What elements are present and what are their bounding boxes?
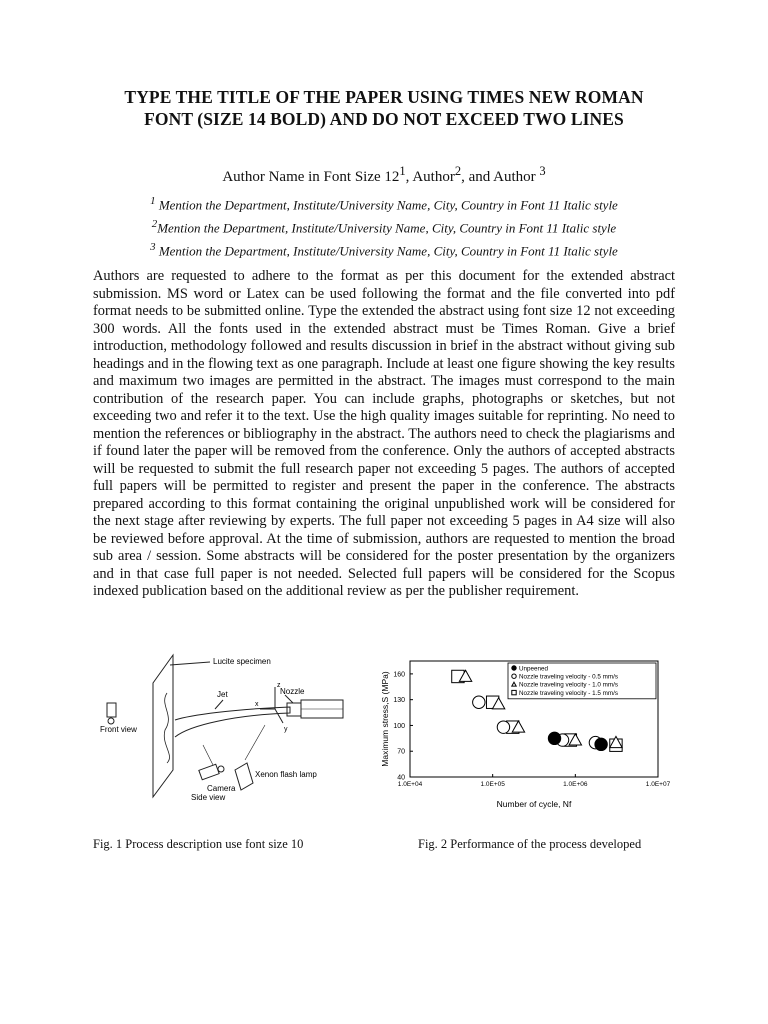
author-3: , and Author xyxy=(461,169,540,185)
legend-marker xyxy=(512,674,516,678)
y-tick-label: 100 xyxy=(393,722,405,730)
y-tick-label: 130 xyxy=(393,697,405,705)
figure-1-sketch xyxy=(95,645,350,805)
xenon-lamp xyxy=(235,763,253,790)
author-line xyxy=(0,164,768,186)
x-tick-label: 1.0E+06 xyxy=(563,781,588,788)
label-nozzle: Nozzle xyxy=(280,687,305,696)
front-camera xyxy=(107,703,116,717)
figure-2-chart xyxy=(375,645,675,810)
author-1: Author Name in Font Size 12 xyxy=(222,169,400,185)
author-3-sup: 3 xyxy=(539,164,546,178)
y-tick-label: 160 xyxy=(393,671,405,679)
legend-label: Nozzle traveling velocity - 0.5 mm/s xyxy=(519,673,619,681)
x-tick-label: 1.0E+05 xyxy=(480,781,505,788)
paper-title xyxy=(60,86,708,130)
label-x: x xyxy=(255,701,259,708)
specimen-plate xyxy=(153,655,173,797)
figure-2-caption: Fig. 2 Performance of the process developed xyxy=(418,837,642,851)
legend-marker xyxy=(512,690,516,694)
data-point-open-circle xyxy=(473,696,485,708)
legend-marker xyxy=(512,666,516,670)
y-axis-label: Maximum stress,S (MPa) xyxy=(380,671,390,767)
data-point-open-circle xyxy=(497,721,509,733)
affiliations xyxy=(0,192,768,260)
y-tick-label: 40 xyxy=(397,774,405,782)
data-point-filled-circle xyxy=(595,738,607,750)
title-line-2: FONT (SIZE 14 BOLD) AND DO NOT EXCEED TWO LINES xyxy=(144,109,624,129)
label-side-view: Side view xyxy=(191,793,226,802)
data-point-filled-circle xyxy=(548,732,560,744)
label-xenon: Xenon flash lamp xyxy=(255,770,317,779)
label-front-view: Front view xyxy=(100,725,137,734)
author-1-sup: 1 xyxy=(399,164,406,178)
affiliation-1-text: Mention the Department, Institute/University Name, City, Country in Font 11 Italic style xyxy=(155,197,618,213)
legend-label: Nozzle traveling velocity - 1.0 mm/s xyxy=(519,681,619,689)
label-camera: Camera xyxy=(207,784,236,793)
side-camera xyxy=(199,764,219,780)
title-line-1: TYPE THE TITLE OF THE PAPER USING TIMES NEW ROMAN xyxy=(124,87,644,107)
label-jet: Jet xyxy=(217,690,228,699)
y-tick-label: 70 xyxy=(397,748,405,756)
label-z: z xyxy=(277,682,281,689)
author-2: , Author xyxy=(405,169,455,185)
legend-label: Nozzle traveling velocity - 1.5 mm/s xyxy=(519,689,619,697)
author-2-sup: 2 xyxy=(454,164,462,178)
affiliation-1-sup: 1 xyxy=(150,195,156,207)
figure-1-caption: Fig. 1 Process description use font size 10 xyxy=(93,837,304,851)
affiliation-3 xyxy=(0,238,768,261)
jet-plume xyxy=(175,707,290,737)
x-tick-label: 1.0E+07 xyxy=(645,781,671,788)
affiliation-2 xyxy=(0,215,768,238)
label-y: y xyxy=(284,726,288,733)
abstract-paragraph: Authors are requested to adhere to the format as per this document for the extended abstract submission. MS word or Latex can be used following the format and the file converted into pdf format needs to be submitted online. Type the extended the abstract using font size 12 not exceeding 300 words. All the fonts used in the extended abstract must be Times Roman. Give a brief introduction, methodology followed and results discussion in brief in the abstract without giving sub headings and in the flowing text as one paragraph. Include at least one figure showing the key results and maximum two images are permitted in the abstract. The images must correspond to the main contribution of the research paper. You can include graphs, photographs or sketches, but not exceeding two and refer it to the text. Use the high quality images suitable for reprinting. No need to mention the references or bibliography in the abstract. The authors need to check the plagiarisms and if found later the paper will be removed from the conference. Only the authors of accepted abstracts will be requested to submit the full research paper not exceeding 5 pages. The authors of accepted full papers will be permitted to register and present the paper in the conference. The abstracts prepared according to this format containing the original unpublished work will be considered for the next stage after reviewing by experts. The full paper not exceeding 5 pages in A4 size will also be reviewed before approval. At the time of submission, authors are requested to mention the broad sub area / session. Some abstracts will be considered for the poster presentation by the organizers and in that case full paper is not needed. Selected full papers will be considered for the Scopus indexed publication based on the additional review as per the publisher requirement. xyxy=(93,268,675,599)
legend-label: Unpeened xyxy=(519,665,549,673)
affiliation-2-sup: 2 xyxy=(151,217,158,230)
affiliation-3-sup: 3 xyxy=(150,240,156,253)
affiliation-2-text: Mention the Department, Institute/University Name, City, Country in Font 11 Italic style xyxy=(157,220,617,236)
x-tick-label: 1.0E+04 xyxy=(397,781,423,788)
affiliation-1 xyxy=(0,192,768,215)
affiliation-3-text: Mention the Department, Institute/University Name, City, Country in Font 11 Italic style xyxy=(155,242,618,258)
label-lucite: Lucite specimen xyxy=(213,657,271,666)
x-axis-label: Number of cycle, Nf xyxy=(496,799,572,809)
